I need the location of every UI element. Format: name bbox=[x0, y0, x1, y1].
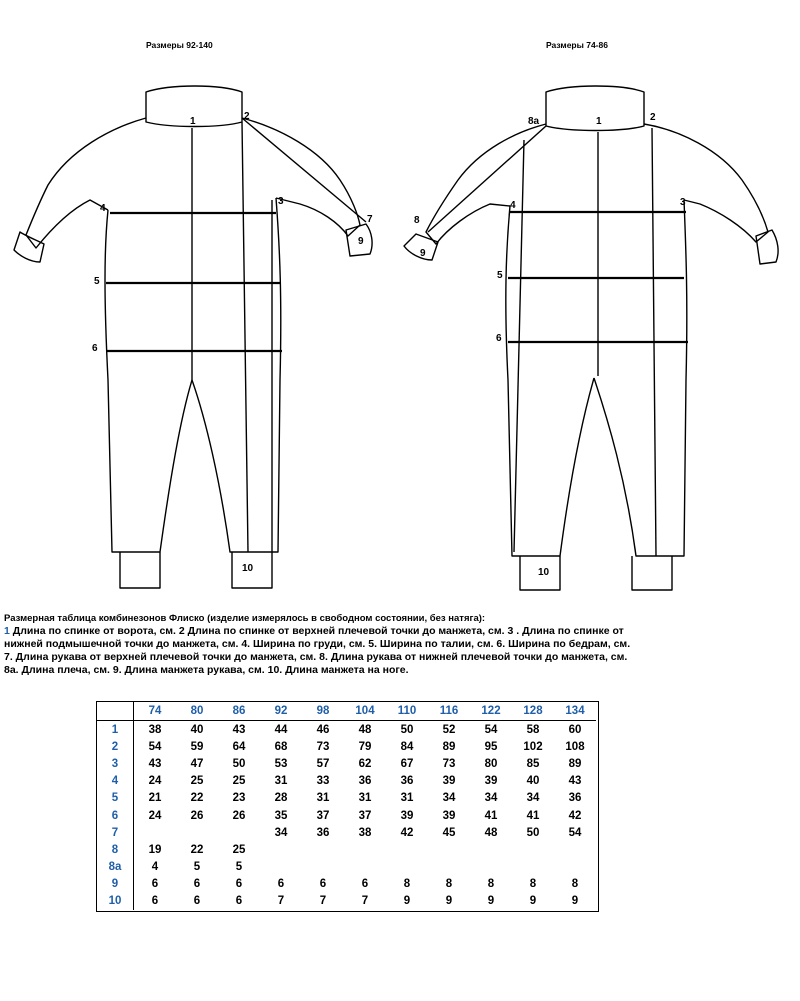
left-point-label: 3 bbox=[278, 196, 284, 207]
table-cell: 39 bbox=[442, 809, 456, 822]
table-cell bbox=[134, 824, 177, 841]
table-cell: 54 bbox=[148, 740, 162, 753]
table-cell: 79 bbox=[358, 740, 372, 753]
table-cell: 42 bbox=[568, 809, 582, 822]
description-line bbox=[4, 664, 794, 677]
table-cell: 36 bbox=[316, 826, 330, 839]
table-cell bbox=[428, 859, 470, 876]
table-cell: 22 bbox=[190, 843, 204, 856]
table-cell: 33 bbox=[316, 775, 330, 788]
table-cell bbox=[554, 859, 596, 876]
row-label-cell: 4 bbox=[97, 773, 134, 790]
right-jumpsuit-outline bbox=[404, 86, 778, 590]
table-cell: 46 bbox=[316, 723, 330, 736]
table-cell: 57 bbox=[316, 757, 330, 770]
table-cell: 36 bbox=[400, 775, 414, 788]
size-header-row bbox=[97, 702, 596, 721]
right-point-label: 1 bbox=[596, 116, 602, 127]
right-point-label: 5 bbox=[497, 270, 503, 281]
row-label-cell: 8а bbox=[97, 859, 134, 876]
table-cell: 50 bbox=[400, 723, 414, 736]
left-point-label: 6 bbox=[92, 343, 98, 354]
table-cell: 6 bbox=[193, 895, 201, 908]
table-cell: 8 bbox=[445, 878, 453, 891]
table-cell: 58 bbox=[526, 723, 540, 736]
table-row bbox=[97, 893, 596, 910]
table-cell: 21 bbox=[148, 792, 162, 805]
table-cell: 6 bbox=[277, 878, 285, 891]
size-description bbox=[4, 612, 794, 677]
table-cell: 28 bbox=[274, 792, 288, 805]
table-cell: 38 bbox=[148, 723, 162, 736]
table-cell: 34 bbox=[442, 792, 456, 805]
table-cell bbox=[428, 841, 470, 858]
table-cell bbox=[470, 841, 512, 858]
table-cell: 8 bbox=[571, 878, 579, 891]
table-cell: 22 bbox=[190, 792, 204, 805]
table-cell: 8 bbox=[529, 878, 537, 891]
size-header-cell: 98 bbox=[302, 702, 344, 721]
table-cell bbox=[260, 859, 302, 876]
table-cell: 6 bbox=[151, 878, 159, 891]
table-cell: 4 bbox=[151, 861, 159, 874]
table-cell: 8 bbox=[403, 878, 411, 891]
table-row bbox=[97, 738, 596, 755]
row-label-cell: 1 bbox=[97, 721, 134, 739]
table-cell: 25 bbox=[232, 775, 246, 788]
table-cell: 24 bbox=[148, 775, 162, 788]
left-diagram-title: Размеры 92-140 bbox=[146, 40, 213, 50]
size-header-cell: 86 bbox=[218, 702, 260, 721]
description-line-text: 7. Длина рукава от верхней плечевой точки до манжета, см. 8. Длина рукава от нижней плечевой точки до манжета, см. bbox=[4, 651, 628, 663]
table-cell: 24 bbox=[148, 809, 162, 822]
table-cell: 6 bbox=[361, 878, 369, 891]
table-cell: 54 bbox=[568, 826, 582, 839]
table-cell: 8 bbox=[487, 878, 495, 891]
table-cell bbox=[218, 824, 260, 841]
description-line-number: 1 bbox=[4, 625, 10, 637]
table-cell: 7 bbox=[361, 895, 369, 908]
table-cell bbox=[386, 841, 428, 858]
table-cell: 39 bbox=[442, 775, 456, 788]
table-row bbox=[97, 876, 596, 893]
table-cell: 41 bbox=[484, 809, 498, 822]
left-point-label: 7 bbox=[367, 214, 373, 225]
right-point-label: 9 bbox=[420, 248, 426, 259]
table-cell: 7 bbox=[277, 895, 285, 908]
row-label-cell: 8 bbox=[97, 841, 134, 858]
row-label-cell: 2 bbox=[97, 738, 134, 755]
table-cell: 26 bbox=[190, 809, 204, 822]
table-cell: 43 bbox=[232, 723, 246, 736]
table-cell: 44 bbox=[274, 723, 288, 736]
table-cell: 9 bbox=[445, 895, 453, 908]
table-cell: 102 bbox=[523, 740, 543, 753]
table-cell bbox=[512, 859, 554, 876]
right-point-label: 8а bbox=[528, 116, 540, 127]
table-cell: 43 bbox=[148, 757, 162, 770]
description-line bbox=[4, 651, 794, 664]
table-cell: 23 bbox=[232, 792, 246, 805]
description-line bbox=[4, 638, 794, 651]
size-header-cell: 110 bbox=[386, 702, 428, 721]
table-cell: 25 bbox=[232, 843, 246, 856]
table-cell bbox=[344, 841, 386, 858]
table-cell bbox=[176, 824, 218, 841]
table-cell: 54 bbox=[484, 723, 498, 736]
left-point-label: 2 bbox=[244, 111, 250, 122]
table-row bbox=[97, 841, 596, 858]
table-cell bbox=[470, 859, 512, 876]
table-cell: 73 bbox=[316, 740, 330, 753]
left-point-label: 10 bbox=[242, 563, 254, 574]
table-cell bbox=[344, 859, 386, 876]
table-cell: 48 bbox=[358, 723, 372, 736]
table-row bbox=[97, 824, 596, 841]
description-line-text: Длина по спинке от ворота, см. 2 Длина по спинке от верхней плечевой точки до манжета, см. 3 . Длина по спинке от bbox=[9, 625, 624, 637]
table-cell: 26 bbox=[232, 809, 246, 822]
table-cell: 80 bbox=[484, 757, 498, 770]
table-cell: 25 bbox=[190, 775, 204, 788]
table-cell: 7 bbox=[319, 895, 327, 908]
table-cell: 85 bbox=[526, 757, 540, 770]
row-label-cell: 5 bbox=[97, 790, 134, 807]
table-cell: 5 bbox=[235, 861, 243, 874]
table-cell: 41 bbox=[526, 809, 540, 822]
table-cell: 108 bbox=[565, 740, 585, 753]
table-cell bbox=[512, 841, 554, 858]
table-cell: 38 bbox=[358, 826, 372, 839]
table-cell: 37 bbox=[358, 809, 372, 822]
row-label-cell: 6 bbox=[97, 807, 134, 824]
table-row bbox=[97, 790, 596, 807]
table-cell: 37 bbox=[316, 809, 330, 822]
table-cell: 53 bbox=[274, 757, 288, 770]
table-cell: 42 bbox=[400, 826, 414, 839]
table-cell: 39 bbox=[484, 775, 498, 788]
right-point-label: 8 bbox=[414, 215, 420, 226]
table-cell: 64 bbox=[232, 740, 246, 753]
table-row bbox=[97, 859, 596, 876]
table-row bbox=[97, 721, 596, 739]
table-cell: 50 bbox=[232, 757, 246, 770]
table-cell: 6 bbox=[151, 895, 159, 908]
table-cell: 50 bbox=[526, 826, 540, 839]
size-table bbox=[97, 702, 596, 910]
left-point-label: 9 bbox=[358, 236, 364, 247]
table-cell: 39 bbox=[400, 809, 414, 822]
table-cell: 45 bbox=[442, 826, 456, 839]
table-cell: 9 bbox=[487, 895, 495, 908]
size-header-cell: 134 bbox=[554, 702, 596, 721]
right-diagram-title: Размеры 74-86 bbox=[546, 40, 608, 50]
table-cell: 31 bbox=[400, 792, 414, 805]
table-cell: 9 bbox=[529, 895, 537, 908]
table-cell: 34 bbox=[484, 792, 498, 805]
table-row bbox=[97, 773, 596, 790]
row-label-cell: 10 bbox=[97, 893, 134, 910]
left-point-label: 5 bbox=[94, 276, 100, 287]
table-cell bbox=[386, 859, 428, 876]
table-cell: 52 bbox=[442, 723, 456, 736]
right-point-label: 6 bbox=[496, 333, 502, 344]
table-cell: 6 bbox=[235, 895, 243, 908]
table-cell bbox=[260, 841, 302, 858]
table-cell: 6 bbox=[319, 878, 327, 891]
size-header-cell: 104 bbox=[344, 702, 386, 721]
right-point-label: 3 bbox=[680, 197, 686, 208]
table-cell: 59 bbox=[190, 740, 204, 753]
table-cell: 89 bbox=[568, 757, 582, 770]
size-header-cell: 122 bbox=[470, 702, 512, 721]
table-cell: 48 bbox=[484, 826, 498, 839]
row-label-cell: 3 bbox=[97, 755, 134, 772]
table-cell: 95 bbox=[484, 740, 498, 753]
table-cell: 31 bbox=[358, 792, 372, 805]
table-row bbox=[97, 807, 596, 824]
table-cell: 5 bbox=[193, 861, 201, 874]
table-cell bbox=[302, 859, 344, 876]
table-cell: 73 bbox=[442, 757, 456, 770]
description-line-text: нижней подмышечной точки до манжета, см. 4. Ширина по груди, см. 5. Ширина по талии, см. 6. Ширина по бедрам, см. bbox=[4, 638, 631, 650]
description-title: Размерная таблица комбинезонов Флиско (изделие измерялось в свободном состоянии, без натяга): bbox=[4, 613, 486, 624]
table-cell: 31 bbox=[316, 792, 330, 805]
table-cell: 35 bbox=[274, 809, 288, 822]
table-cell: 6 bbox=[193, 878, 201, 891]
table-cell: 9 bbox=[571, 895, 579, 908]
table-cell: 34 bbox=[526, 792, 540, 805]
size-header-cell: 92 bbox=[260, 702, 302, 721]
table-cell: 36 bbox=[358, 775, 372, 788]
table-cell: 60 bbox=[568, 723, 582, 736]
table-cell: 6 bbox=[235, 878, 243, 891]
table-cell: 40 bbox=[526, 775, 540, 788]
left-point-label: 4 bbox=[100, 203, 106, 214]
size-header-cell: 74 bbox=[134, 702, 177, 721]
size-table-box bbox=[96, 701, 599, 912]
table-cell: 19 bbox=[148, 843, 162, 856]
right-point-label: 2 bbox=[650, 112, 656, 123]
table-cell: 89 bbox=[442, 740, 456, 753]
left-point-label: 1 bbox=[190, 116, 196, 127]
table-cell: 84 bbox=[400, 740, 414, 753]
size-header-cell: 80 bbox=[176, 702, 218, 721]
row-label-cell: 9 bbox=[97, 876, 134, 893]
table-cell: 68 bbox=[274, 740, 288, 753]
right-point-label: 10 bbox=[538, 567, 550, 578]
table-row bbox=[97, 755, 596, 772]
table-cell: 43 bbox=[568, 775, 582, 788]
table-cell: 36 bbox=[568, 792, 582, 805]
table-cell: 40 bbox=[190, 723, 204, 736]
table-cell: 67 bbox=[400, 757, 414, 770]
table-cell: 47 bbox=[190, 757, 204, 770]
size-header-cell: 116 bbox=[428, 702, 470, 721]
table-cell: 34 bbox=[274, 826, 288, 839]
description-line bbox=[4, 625, 794, 638]
table-corner-cell bbox=[97, 702, 134, 721]
description-line-text: 8а. Длина плеча, см. 9. Длина манжета рукава, см. 10. Длина манжета на ноге. bbox=[4, 664, 409, 676]
table-cell bbox=[554, 841, 596, 858]
size-header-cell: 128 bbox=[512, 702, 554, 721]
table-cell bbox=[302, 841, 344, 858]
table-cell: 31 bbox=[274, 775, 288, 788]
table-cell: 9 bbox=[403, 895, 411, 908]
row-label-cell: 7 bbox=[97, 824, 134, 841]
table-cell: 62 bbox=[358, 757, 372, 770]
right-point-label: 4 bbox=[510, 200, 516, 211]
